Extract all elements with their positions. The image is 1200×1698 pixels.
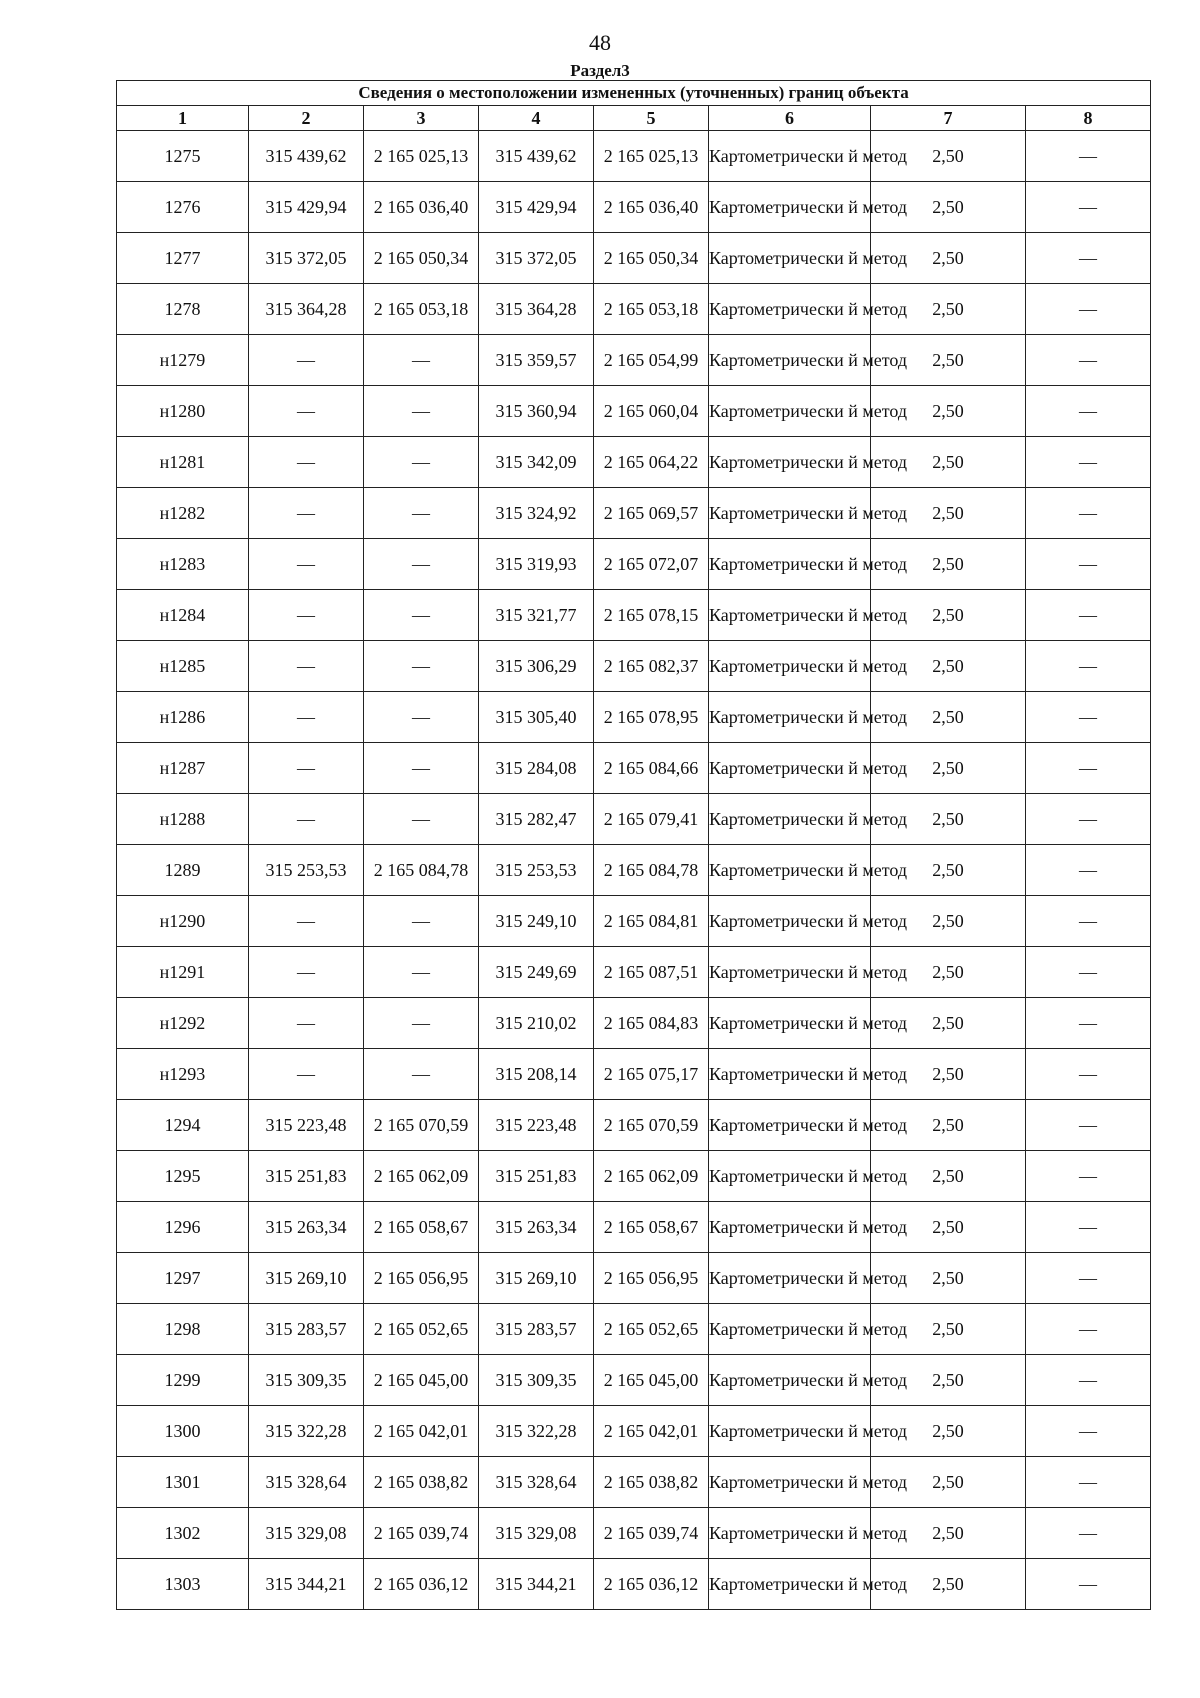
old-x-cell: 315 344,21 bbox=[249, 1559, 364, 1610]
precision-cell: 2,50 bbox=[871, 845, 1026, 896]
old-y-cell: — bbox=[364, 692, 479, 743]
method-cell: Картометрически й метод bbox=[709, 284, 871, 335]
old-y-cell: — bbox=[364, 590, 479, 641]
table-row bbox=[117, 1202, 1151, 1253]
new-y-cell: 2 165 084,81 bbox=[594, 896, 709, 947]
point-number-cell: н1284 bbox=[117, 590, 249, 641]
old-y-cell: 2 165 058,67 bbox=[364, 1202, 479, 1253]
boundary-coordinates-table bbox=[116, 80, 1151, 1610]
method-cell: Картометрически й метод bbox=[709, 1151, 871, 1202]
table-row bbox=[117, 641, 1151, 692]
table-row bbox=[117, 794, 1151, 845]
table-row bbox=[117, 233, 1151, 284]
precision-cell: 2,50 bbox=[871, 131, 1026, 182]
old-x-cell: 315 309,35 bbox=[249, 1355, 364, 1406]
old-y-cell: 2 165 045,00 bbox=[364, 1355, 479, 1406]
new-x-cell: 315 269,10 bbox=[479, 1253, 594, 1304]
point-number-cell: н1291 bbox=[117, 947, 249, 998]
description-cell: — bbox=[1026, 1100, 1151, 1151]
new-x-cell: 315 208,14 bbox=[479, 1049, 594, 1100]
method-cell: Картометрически й метод bbox=[709, 335, 871, 386]
old-y-cell: 2 165 036,40 bbox=[364, 182, 479, 233]
new-y-cell: 2 165 060,04 bbox=[594, 386, 709, 437]
old-y-cell: 2 165 042,01 bbox=[364, 1406, 479, 1457]
method-cell: Картометрически й метод bbox=[709, 1049, 871, 1100]
point-number-cell: н1279 bbox=[117, 335, 249, 386]
description-cell: — bbox=[1026, 1406, 1151, 1457]
new-y-cell: 2 165 052,65 bbox=[594, 1304, 709, 1355]
new-y-cell: 2 165 078,15 bbox=[594, 590, 709, 641]
new-y-cell: 2 165 042,01 bbox=[594, 1406, 709, 1457]
old-y-cell: — bbox=[364, 539, 479, 590]
method-cell: Картометрически й метод bbox=[709, 1406, 871, 1457]
old-x-cell: 315 439,62 bbox=[249, 131, 364, 182]
precision-cell: 2,50 bbox=[871, 1406, 1026, 1457]
method-cell: Картометрически й метод bbox=[709, 998, 871, 1049]
new-y-cell: 2 165 079,41 bbox=[594, 794, 709, 845]
table-row bbox=[117, 335, 1151, 386]
point-number-cell: 1297 bbox=[117, 1253, 249, 1304]
method-cell: Картометрически й метод bbox=[709, 692, 871, 743]
description-cell: — bbox=[1026, 386, 1151, 437]
table-row bbox=[117, 1355, 1151, 1406]
old-y-cell: — bbox=[364, 794, 479, 845]
new-y-cell: 2 165 084,83 bbox=[594, 998, 709, 1049]
method-cell: Картометрически й метод bbox=[709, 1457, 871, 1508]
point-number-cell: 1300 bbox=[117, 1406, 249, 1457]
table-row bbox=[117, 182, 1151, 233]
old-y-cell: 2 165 025,13 bbox=[364, 131, 479, 182]
new-x-cell: 315 324,92 bbox=[479, 488, 594, 539]
description-cell: — bbox=[1026, 182, 1151, 233]
new-y-cell: 2 165 053,18 bbox=[594, 284, 709, 335]
new-y-cell: 2 165 084,78 bbox=[594, 845, 709, 896]
old-y-cell: — bbox=[364, 1049, 479, 1100]
precision-cell: 2,50 bbox=[871, 386, 1026, 437]
old-x-cell: 315 322,28 bbox=[249, 1406, 364, 1457]
description-cell: — bbox=[1026, 1355, 1151, 1406]
point-number-cell: 1278 bbox=[117, 284, 249, 335]
column-header-7: 7 bbox=[871, 106, 1026, 131]
point-number-cell: н1290 bbox=[117, 896, 249, 947]
description-cell: — bbox=[1026, 1151, 1151, 1202]
column-header-4: 4 bbox=[479, 106, 594, 131]
description-cell: — bbox=[1026, 1508, 1151, 1559]
method-cell: Картометрически й метод bbox=[709, 1253, 871, 1304]
description-cell: — bbox=[1026, 947, 1151, 998]
old-x-cell: 315 263,34 bbox=[249, 1202, 364, 1253]
method-cell: Картометрически й метод bbox=[709, 845, 871, 896]
old-x-cell: 315 372,05 bbox=[249, 233, 364, 284]
point-number-cell: 1275 bbox=[117, 131, 249, 182]
point-number-cell: 1289 bbox=[117, 845, 249, 896]
point-number-cell: 1294 bbox=[117, 1100, 249, 1151]
method-cell: Картометрически й метод bbox=[709, 1559, 871, 1610]
precision-cell: 2,50 bbox=[871, 1457, 1026, 1508]
new-x-cell: 315 306,29 bbox=[479, 641, 594, 692]
point-number-cell: н1282 bbox=[117, 488, 249, 539]
new-x-cell: 315 282,47 bbox=[479, 794, 594, 845]
table-row bbox=[117, 1406, 1151, 1457]
new-y-cell: 2 165 075,17 bbox=[594, 1049, 709, 1100]
new-y-cell: 2 165 062,09 bbox=[594, 1151, 709, 1202]
method-cell: Картометрически й метод bbox=[709, 794, 871, 845]
table-row bbox=[117, 386, 1151, 437]
point-number-cell: н1285 bbox=[117, 641, 249, 692]
new-x-cell: 315 253,53 bbox=[479, 845, 594, 896]
old-x-cell: — bbox=[249, 386, 364, 437]
table-row bbox=[117, 590, 1151, 641]
precision-cell: 2,50 bbox=[871, 794, 1026, 845]
new-x-cell: 315 360,94 bbox=[479, 386, 594, 437]
old-x-cell: — bbox=[249, 335, 364, 386]
table-row bbox=[117, 692, 1151, 743]
table-row bbox=[117, 1049, 1151, 1100]
old-x-cell: 315 251,83 bbox=[249, 1151, 364, 1202]
description-cell: — bbox=[1026, 896, 1151, 947]
new-y-cell: 2 165 058,67 bbox=[594, 1202, 709, 1253]
method-cell: Картометрически й метод bbox=[709, 539, 871, 590]
new-x-cell: 315 263,34 bbox=[479, 1202, 594, 1253]
method-cell: Картометрически й метод bbox=[709, 1304, 871, 1355]
table-row bbox=[117, 998, 1151, 1049]
column-header-row bbox=[117, 106, 1151, 131]
point-number-cell: н1280 bbox=[117, 386, 249, 437]
precision-cell: 2,50 bbox=[871, 1253, 1026, 1304]
method-cell: Картометрически й метод bbox=[709, 641, 871, 692]
point-number-cell: н1293 bbox=[117, 1049, 249, 1100]
precision-cell: 2,50 bbox=[871, 1151, 1026, 1202]
old-x-cell: — bbox=[249, 896, 364, 947]
precision-cell: 2,50 bbox=[871, 998, 1026, 1049]
table-body bbox=[117, 131, 1151, 1610]
method-cell: Картометрически й метод bbox=[709, 233, 871, 284]
point-number-cell: 1301 bbox=[117, 1457, 249, 1508]
new-y-cell: 2 165 069,57 bbox=[594, 488, 709, 539]
method-cell: Картометрически й метод bbox=[709, 1202, 871, 1253]
new-y-cell: 2 165 072,07 bbox=[594, 539, 709, 590]
point-number-cell: 1277 bbox=[117, 233, 249, 284]
new-y-cell: 2 165 056,95 bbox=[594, 1253, 709, 1304]
old-x-cell: 315 253,53 bbox=[249, 845, 364, 896]
old-y-cell: — bbox=[364, 437, 479, 488]
column-header-8: 8 bbox=[1026, 106, 1151, 131]
precision-cell: 2,50 bbox=[871, 1559, 1026, 1610]
point-number-cell: 1276 bbox=[117, 182, 249, 233]
description-cell: — bbox=[1026, 539, 1151, 590]
old-y-cell: 2 165 053,18 bbox=[364, 284, 479, 335]
old-x-cell: — bbox=[249, 692, 364, 743]
precision-cell: 2,50 bbox=[871, 1355, 1026, 1406]
new-y-cell: 2 165 084,66 bbox=[594, 743, 709, 794]
new-x-cell: 315 321,77 bbox=[479, 590, 594, 641]
old-x-cell: 315 223,48 bbox=[249, 1100, 364, 1151]
new-x-cell: 315 359,57 bbox=[479, 335, 594, 386]
precision-cell: 2,50 bbox=[871, 284, 1026, 335]
point-number-cell: 1302 bbox=[117, 1508, 249, 1559]
old-x-cell: 315 429,94 bbox=[249, 182, 364, 233]
precision-cell: 2,50 bbox=[871, 692, 1026, 743]
table-row bbox=[117, 131, 1151, 182]
table-row bbox=[117, 437, 1151, 488]
old-x-cell: — bbox=[249, 998, 364, 1049]
old-x-cell: — bbox=[249, 794, 364, 845]
new-x-cell: 315 309,35 bbox=[479, 1355, 594, 1406]
method-cell: Картометрически й метод bbox=[709, 896, 871, 947]
new-y-cell: 2 165 050,34 bbox=[594, 233, 709, 284]
new-y-cell: 2 165 054,99 bbox=[594, 335, 709, 386]
old-x-cell: — bbox=[249, 641, 364, 692]
precision-cell: 2,50 bbox=[871, 1202, 1026, 1253]
description-cell: — bbox=[1026, 131, 1151, 182]
new-x-cell: 315 283,57 bbox=[479, 1304, 594, 1355]
table-row bbox=[117, 1304, 1151, 1355]
section-label: Раздел3 bbox=[570, 61, 630, 80]
description-cell: — bbox=[1026, 845, 1151, 896]
method-cell: Картометрически й метод bbox=[709, 743, 871, 794]
column-header-3: 3 bbox=[364, 106, 479, 131]
table-row bbox=[117, 284, 1151, 335]
point-number-cell: н1292 bbox=[117, 998, 249, 1049]
old-y-cell: 2 165 036,12 bbox=[364, 1559, 479, 1610]
description-cell: — bbox=[1026, 743, 1151, 794]
method-cell: Картометрически й метод bbox=[709, 1508, 871, 1559]
precision-cell: 2,50 bbox=[871, 182, 1026, 233]
new-y-cell: 2 165 082,37 bbox=[594, 641, 709, 692]
new-x-cell: 315 329,08 bbox=[479, 1508, 594, 1559]
new-x-cell: 315 328,64 bbox=[479, 1457, 594, 1508]
old-y-cell: — bbox=[364, 743, 479, 794]
precision-cell: 2,50 bbox=[871, 1049, 1026, 1100]
precision-cell: 2,50 bbox=[871, 590, 1026, 641]
column-header-2: 2 bbox=[249, 106, 364, 131]
column-header-1: 1 bbox=[117, 106, 249, 131]
new-y-cell: 2 165 039,74 bbox=[594, 1508, 709, 1559]
old-y-cell: — bbox=[364, 335, 479, 386]
new-x-cell: 315 284,08 bbox=[479, 743, 594, 794]
table-row bbox=[117, 488, 1151, 539]
new-x-cell: 315 439,62 bbox=[479, 131, 594, 182]
description-cell: — bbox=[1026, 335, 1151, 386]
column-header-6: 6 bbox=[709, 106, 871, 131]
old-y-cell: 2 165 056,95 bbox=[364, 1253, 479, 1304]
new-y-cell: 2 165 036,40 bbox=[594, 182, 709, 233]
description-cell: — bbox=[1026, 1049, 1151, 1100]
method-cell: Картометрически й метод bbox=[709, 1355, 871, 1406]
old-y-cell: 2 165 039,74 bbox=[364, 1508, 479, 1559]
table-caption: Сведения о местоположении измененных (уточненных) границ объекта bbox=[117, 81, 1151, 106]
new-y-cell: 2 165 070,59 bbox=[594, 1100, 709, 1151]
new-y-cell: 2 165 087,51 bbox=[594, 947, 709, 998]
new-x-cell: 315 249,10 bbox=[479, 896, 594, 947]
description-cell: — bbox=[1026, 692, 1151, 743]
new-y-cell: 2 165 036,12 bbox=[594, 1559, 709, 1610]
description-cell: — bbox=[1026, 590, 1151, 641]
precision-cell: 2,50 bbox=[871, 947, 1026, 998]
old-y-cell: 2 165 052,65 bbox=[364, 1304, 479, 1355]
old-x-cell: — bbox=[249, 947, 364, 998]
table-row bbox=[117, 1100, 1151, 1151]
method-cell: Картометрически й метод bbox=[709, 182, 871, 233]
precision-cell: 2,50 bbox=[871, 641, 1026, 692]
method-cell: Картометрически й метод bbox=[709, 1100, 871, 1151]
old-y-cell: 2 165 070,59 bbox=[364, 1100, 479, 1151]
old-x-cell: — bbox=[249, 539, 364, 590]
table-row bbox=[117, 1151, 1151, 1202]
old-x-cell: — bbox=[249, 437, 364, 488]
point-number-cell: 1299 bbox=[117, 1355, 249, 1406]
point-number-cell: н1288 bbox=[117, 794, 249, 845]
point-number-cell: 1303 bbox=[117, 1559, 249, 1610]
table-row bbox=[117, 845, 1151, 896]
table-row bbox=[117, 1457, 1151, 1508]
old-y-cell: — bbox=[364, 947, 479, 998]
description-cell: — bbox=[1026, 437, 1151, 488]
precision-cell: 2,50 bbox=[871, 335, 1026, 386]
description-cell: — bbox=[1026, 1253, 1151, 1304]
description-cell: — bbox=[1026, 1202, 1151, 1253]
method-cell: Картометрически й метод bbox=[709, 947, 871, 998]
old-x-cell: 315 364,28 bbox=[249, 284, 364, 335]
table-row bbox=[117, 743, 1151, 794]
precision-cell: 2,50 bbox=[871, 539, 1026, 590]
method-cell: Картометрически й метод bbox=[709, 386, 871, 437]
old-y-cell: — bbox=[364, 998, 479, 1049]
method-cell: Картометрически й метод bbox=[709, 437, 871, 488]
precision-cell: 2,50 bbox=[871, 437, 1026, 488]
table-row bbox=[117, 1508, 1151, 1559]
description-cell: — bbox=[1026, 1304, 1151, 1355]
point-number-cell: н1281 bbox=[117, 437, 249, 488]
table-row bbox=[117, 1253, 1151, 1304]
point-number-cell: н1287 bbox=[117, 743, 249, 794]
new-x-cell: 315 251,83 bbox=[479, 1151, 594, 1202]
new-x-cell: 315 210,02 bbox=[479, 998, 594, 1049]
precision-cell: 2,50 bbox=[871, 743, 1026, 794]
description-cell: — bbox=[1026, 794, 1151, 845]
precision-cell: 2,50 bbox=[871, 233, 1026, 284]
new-y-cell: 2 165 025,13 bbox=[594, 131, 709, 182]
new-x-cell: 315 223,48 bbox=[479, 1100, 594, 1151]
old-y-cell: 2 165 084,78 bbox=[364, 845, 479, 896]
precision-cell: 2,50 bbox=[871, 488, 1026, 539]
old-x-cell: — bbox=[249, 1049, 364, 1100]
old-y-cell: 2 165 038,82 bbox=[364, 1457, 479, 1508]
new-x-cell: 315 344,21 bbox=[479, 1559, 594, 1610]
page-number: 48 bbox=[589, 30, 611, 55]
new-x-cell: 315 322,28 bbox=[479, 1406, 594, 1457]
method-cell: Картометрически й метод bbox=[709, 590, 871, 641]
new-x-cell: 315 429,94 bbox=[479, 182, 594, 233]
table-row bbox=[117, 1559, 1151, 1610]
old-x-cell: 315 329,08 bbox=[249, 1508, 364, 1559]
old-y-cell: 2 165 062,09 bbox=[364, 1151, 479, 1202]
description-cell: — bbox=[1026, 998, 1151, 1049]
old-x-cell: — bbox=[249, 743, 364, 794]
description-cell: — bbox=[1026, 233, 1151, 284]
method-cell: Картометрически й метод bbox=[709, 488, 871, 539]
new-x-cell: 315 364,28 bbox=[479, 284, 594, 335]
old-x-cell: 315 328,64 bbox=[249, 1457, 364, 1508]
old-y-cell: — bbox=[364, 488, 479, 539]
old-y-cell: 2 165 050,34 bbox=[364, 233, 479, 284]
new-x-cell: 315 305,40 bbox=[479, 692, 594, 743]
method-cell: Картометрически й метод bbox=[709, 131, 871, 182]
new-x-cell: 315 249,69 bbox=[479, 947, 594, 998]
point-number-cell: 1296 bbox=[117, 1202, 249, 1253]
new-y-cell: 2 165 064,22 bbox=[594, 437, 709, 488]
table-row bbox=[117, 539, 1151, 590]
precision-cell: 2,50 bbox=[871, 1100, 1026, 1151]
new-x-cell: 315 319,93 bbox=[479, 539, 594, 590]
description-cell: — bbox=[1026, 1457, 1151, 1508]
old-x-cell: 315 283,57 bbox=[249, 1304, 364, 1355]
new-y-cell: 2 165 078,95 bbox=[594, 692, 709, 743]
table-row bbox=[117, 947, 1151, 998]
precision-cell: 2,50 bbox=[871, 896, 1026, 947]
precision-cell: 2,50 bbox=[871, 1304, 1026, 1355]
point-number-cell: н1283 bbox=[117, 539, 249, 590]
table-row bbox=[117, 896, 1151, 947]
old-y-cell: — bbox=[364, 896, 479, 947]
new-y-cell: 2 165 045,00 bbox=[594, 1355, 709, 1406]
new-x-cell: 315 342,09 bbox=[479, 437, 594, 488]
point-number-cell: н1286 bbox=[117, 692, 249, 743]
column-header-5: 5 bbox=[594, 106, 709, 131]
new-x-cell: 315 372,05 bbox=[479, 233, 594, 284]
old-y-cell: — bbox=[364, 641, 479, 692]
description-cell: — bbox=[1026, 1559, 1151, 1610]
old-x-cell: 315 269,10 bbox=[249, 1253, 364, 1304]
description-cell: — bbox=[1026, 641, 1151, 692]
point-number-cell: 1295 bbox=[117, 1151, 249, 1202]
old-y-cell: — bbox=[364, 386, 479, 437]
old-x-cell: — bbox=[249, 590, 364, 641]
precision-cell: 2,50 bbox=[871, 1508, 1026, 1559]
new-y-cell: 2 165 038,82 bbox=[594, 1457, 709, 1508]
description-cell: — bbox=[1026, 488, 1151, 539]
point-number-cell: 1298 bbox=[117, 1304, 249, 1355]
description-cell: — bbox=[1026, 284, 1151, 335]
old-x-cell: — bbox=[249, 488, 364, 539]
